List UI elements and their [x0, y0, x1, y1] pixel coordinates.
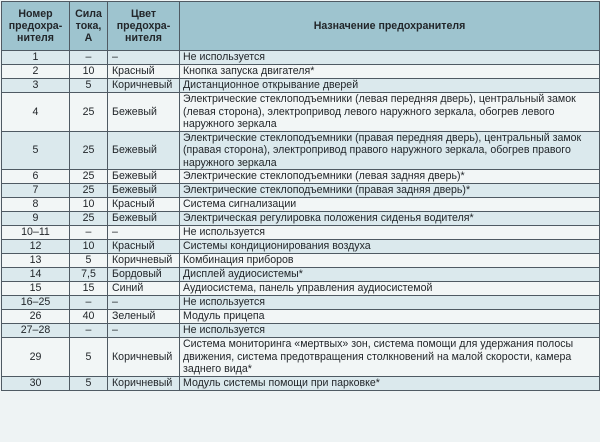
fuse-purpose: Электрические стеклоподъемники (правая задняя дверь)* [180, 184, 600, 198]
fuse-number: 30 [2, 376, 70, 390]
fuse-purpose: Системы кондиционирования воздуха [180, 240, 600, 254]
fuse-current: 40 [70, 310, 108, 324]
fuse-number: 16–25 [2, 296, 70, 310]
table-row [2, 310, 600, 324]
fuse-purpose: Дистанционное открывание дверей [180, 79, 600, 93]
fuse-purpose: Кнопка запуска двигателя* [180, 65, 600, 79]
fuse-purpose: Дисплей аудиосистемы* [180, 268, 600, 282]
header-purpose: Назначение предохранителя [180, 2, 600, 51]
fuse-number: 8 [2, 198, 70, 212]
fuse-current: 5 [70, 79, 108, 93]
fuse-purpose: Комбинация приборов [180, 254, 600, 268]
table-row [2, 282, 600, 296]
fuse-current: 10 [70, 240, 108, 254]
fuse-current: 25 [70, 184, 108, 198]
fuse-color: – [108, 324, 180, 338]
fuse-number: 9 [2, 212, 70, 226]
fuse-purpose: Электрические стеклоподъемники (левая передняя дверь), центральный замок (левая сторона), электропривод левого наружного зеркала, обогрев левого наружного зеркала [180, 93, 600, 132]
fuse-purpose: Не используется [180, 324, 600, 338]
fuse-number: 2 [2, 65, 70, 79]
fuse-color: Бежевый [108, 131, 180, 170]
table-row [2, 184, 600, 198]
fuse-color: Красный [108, 198, 180, 212]
fuse-color: Бежевый [108, 93, 180, 132]
fuse-current: 5 [70, 338, 108, 377]
fuse-number: 10–11 [2, 226, 70, 240]
table-row [2, 324, 600, 338]
fuse-table [1, 1, 600, 391]
table-row [2, 93, 600, 132]
fuse-current: 10 [70, 198, 108, 212]
table-row [2, 226, 600, 240]
fuse-purpose: Не используется [180, 296, 600, 310]
fuse-current: 25 [70, 93, 108, 132]
fuse-number: 12 [2, 240, 70, 254]
fuse-number: 3 [2, 79, 70, 93]
table-row [2, 376, 600, 390]
fuse-current: – [70, 324, 108, 338]
table-row [2, 268, 600, 282]
fuse-color: Коричневый [108, 254, 180, 268]
fuse-number: 1 [2, 51, 70, 65]
table-row [2, 254, 600, 268]
fuse-color: Коричневый [108, 376, 180, 390]
fuse-color: Бежевый [108, 184, 180, 198]
fuse-number: 26 [2, 310, 70, 324]
fuse-purpose: Электрические стеклоподъемники (правая передняя дверь), центральный замок (правая сторона), электропривод правого наружного зеркала, обогрев правого наружного зеркала [180, 131, 600, 170]
table-row [2, 240, 600, 254]
fuse-current: 10 [70, 65, 108, 79]
fuse-purpose: Не используется [180, 226, 600, 240]
fuse-current: 7,5 [70, 268, 108, 282]
table-row [2, 296, 600, 310]
fuse-current: – [70, 226, 108, 240]
fuse-current: 25 [70, 170, 108, 184]
fuse-number: 6 [2, 170, 70, 184]
table-row [2, 212, 600, 226]
fuse-current: – [70, 51, 108, 65]
table-row [2, 338, 600, 377]
fuse-current: – [70, 296, 108, 310]
fuse-current: 25 [70, 212, 108, 226]
table-row [2, 198, 600, 212]
fuse-current: 5 [70, 254, 108, 268]
fuse-number: 5 [2, 131, 70, 170]
fuse-number: 13 [2, 254, 70, 268]
fuse-number: 15 [2, 282, 70, 296]
fuse-purpose: Система сигнализации [180, 198, 600, 212]
fuse-number: 27–28 [2, 324, 70, 338]
fuse-current: 5 [70, 376, 108, 390]
fuse-purpose: Модуль прицепа [180, 310, 600, 324]
fuse-color: Синий [108, 282, 180, 296]
table-row [2, 170, 600, 184]
table-row [2, 79, 600, 93]
header-color: Цвет предохра-нителя [108, 2, 180, 51]
fuse-number: 14 [2, 268, 70, 282]
fuse-color: Коричневый [108, 79, 180, 93]
header-row [2, 2, 600, 51]
fuse-color: Красный [108, 65, 180, 79]
fuse-color: – [108, 296, 180, 310]
fuse-purpose: Электрические стеклоподъемники (левая задняя дверь)* [180, 170, 600, 184]
fuse-color: Красный [108, 240, 180, 254]
table-row [2, 51, 600, 65]
fuse-number: 4 [2, 93, 70, 132]
fuse-purpose: Модуль системы помощи при парковке* [180, 376, 600, 390]
fuse-color: – [108, 51, 180, 65]
table-row [2, 131, 600, 170]
fuse-current: 25 [70, 131, 108, 170]
fuse-color: Бежевый [108, 212, 180, 226]
fuse-purpose: Не используется [180, 51, 600, 65]
fuse-purpose: Электрическая регулировка положения сиденья водителя* [180, 212, 600, 226]
fuse-color: Бежевый [108, 170, 180, 184]
header-number: Номер предохра-нителя [2, 2, 70, 51]
fuse-number: 7 [2, 184, 70, 198]
fuse-color: Коричневый [108, 338, 180, 377]
header-current: Сила тока, А [70, 2, 108, 51]
fuse-color: – [108, 226, 180, 240]
fuse-current: 15 [70, 282, 108, 296]
fuse-color: Бордовый [108, 268, 180, 282]
table-row [2, 65, 600, 79]
fuse-purpose: Аудиосистема, панель управления аудиосистемой [180, 282, 600, 296]
fuse-purpose: Система мониторинга «мертвых» зон, система помощи для удержания полосы движения, система предотвращения столкновений на малой скорости, камера заднего вида* [180, 338, 600, 377]
fuse-number: 29 [2, 338, 70, 377]
fuse-color: Зеленый [108, 310, 180, 324]
